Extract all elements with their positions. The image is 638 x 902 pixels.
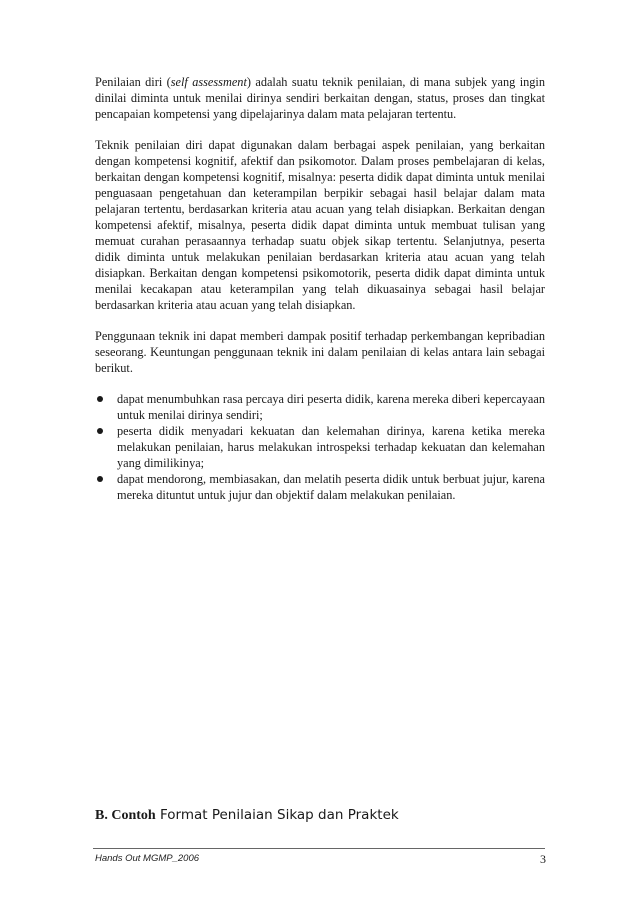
bullet-icon [97, 476, 103, 482]
list-item-text: peserta didik menyadari kekuatan dan kelemahan dirinya, karena ketika mereka melakukan penilaian, harus melakukan introspeksi terhadap kekuatan dan kelemahan yang dimilikinya; [117, 424, 545, 470]
paragraph-self-assessment-definition [95, 74, 545, 122]
footer-source: Hands Out MGMP_2006 [95, 853, 200, 864]
list-item-text: dapat menumbuhkan rasa percaya diri peserta didik, karena mereka diberi kepercayaan untuk menilai dirinya sendiri; [117, 392, 545, 422]
para1-text-end: ) adalah suatu teknik penilaian, di mana subjek yang ingin dinilai diminta untuk menilai dirinya sendiri berkaitan dengan, status, proses dan tingkat pencapaian kompetensi yang dipelajarinya dalam mata pelajaran tertentu. [95, 75, 545, 121]
list-item-text: dapat mendorong, membiasakan, dan melatih peserta didik untuk berbuat jujur, karena mereka dituntut untuk jujur dan objektif dalam melakukan penilaian. [117, 472, 545, 502]
list-item [95, 471, 545, 503]
para1-italic-term: self assessment [170, 75, 247, 89]
list-item [95, 423, 545, 471]
benefits-list [95, 391, 545, 503]
paragraph-technique-usage: Teknik penilaian diri dapat digunakan dalam berbagai aspek penilaian, yang berkaitan dengan kompetensi kognitif, afektif dan psikomotor. Dalam proses pembelajaran di kelas, berkaitan dengan kompetensi kognitif, misalnya: peserta didik dapat diminta untuk menilai penguasaan pengetahuan dan keterampilan berpikir sebagai hasil belajar dalam mata pelajaran tertentu, berdasarkan kriteria atau acuan yang telah disiapkan. Berkaitan dengan kompetensi afektif, misalnya, peserta didik dapat diminta untuk membuat tulisan yang memuat curahan perasaannya terhadap suatu objek sikap tertentu. Selanjutnya, peserta didik diminta untuk melakukan penilaian berdasarkan kriteria atau acuan yang telah disiapkan. Berkaitan dengan kompetensi psikomotorik, peserta didik dapat diminta untuk menilai kecakapan atau keterampilan yang telah dikuasainya sebagai hasil belajar berdasarkan kriteria atau acuan yang telah disiapkan. [95, 138, 545, 312]
section-heading [95, 806, 399, 825]
paragraph-benefits-intro: Penggunaan teknik ini dapat memberi dampak positif terhadap perkembangan kepribadian seseorang. Keuntungan penggunaan teknik ini dalam penilaian di kelas antara lain sebagai berikut. [95, 329, 545, 375]
document-body [95, 74, 545, 503]
section-title: Format Penilaian Sikap dan Praktek [155, 807, 399, 823]
bullet-icon [97, 396, 103, 402]
footer-divider [93, 848, 545, 849]
para1-text-start: Penilaian diri ( [95, 75, 171, 89]
bullet-icon [97, 428, 103, 434]
section-label: B. Contoh [95, 808, 156, 823]
page-number: 3 [540, 852, 546, 866]
list-item [95, 391, 545, 423]
